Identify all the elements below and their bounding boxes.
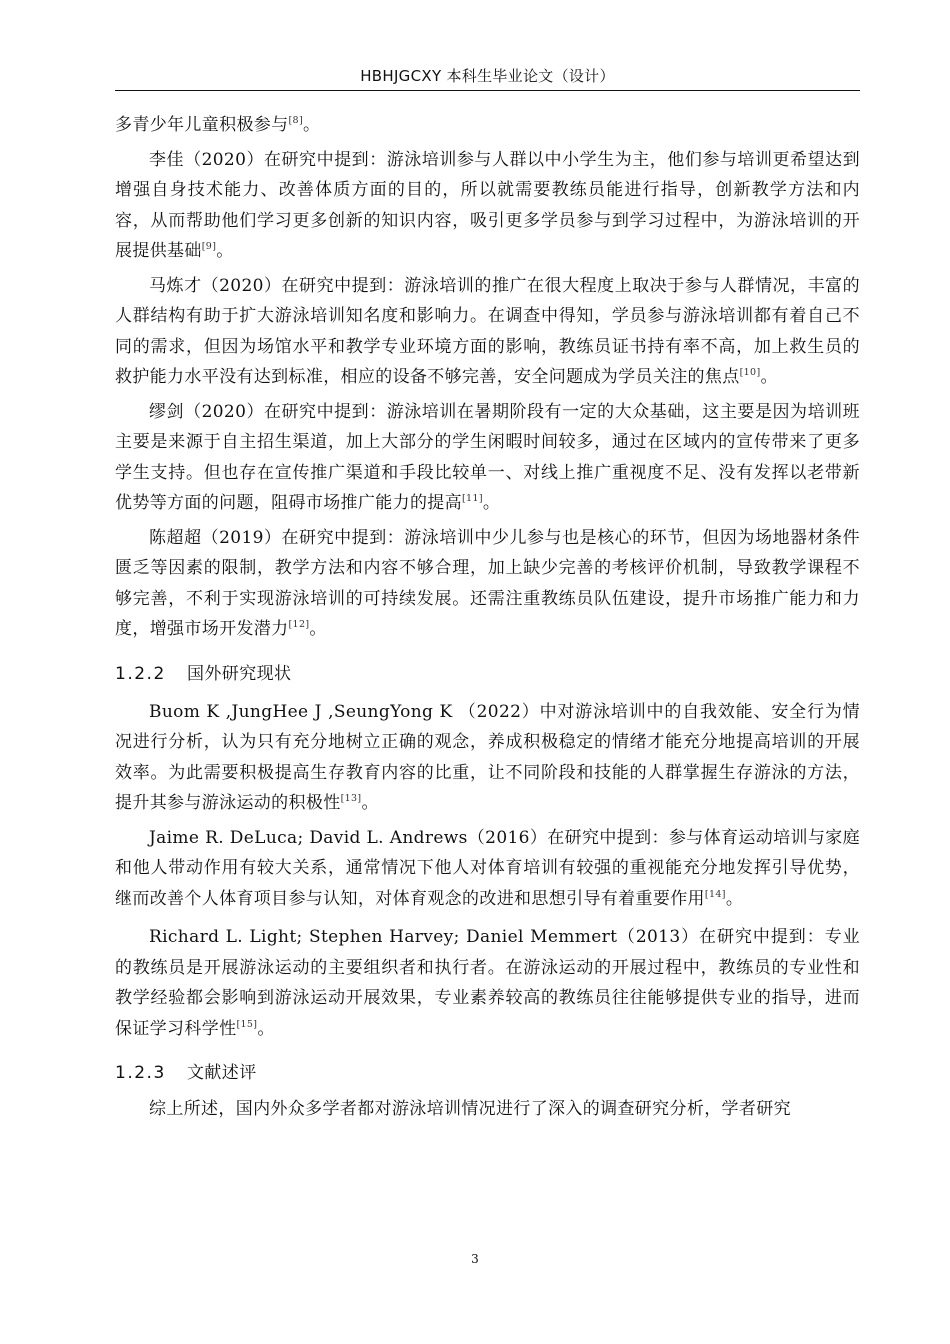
paragraph-text: 李佳（2020）在研究中提到：游泳培训参与人群以中小学生为主，他们参与培训更希望达到增强自身技术能力、改善体质方面的目的，所以就需要教练员能进行指导，创新教学方法和内容，从而帮助他们学习更多创新的知识内容，吸引更多学员参与到学习过程中，为游泳培训的开展提供基础 xyxy=(115,149,860,261)
section-heading xyxy=(115,1062,860,1084)
paragraph-end: 。 xyxy=(725,888,744,909)
paragraph-end: 。 xyxy=(303,115,321,135)
page-number: 3 xyxy=(471,1252,479,1266)
paragraph xyxy=(115,697,860,819)
paragraph-text: Jaime R. DeLuca; David L. Andrews（2016）在研究中提到：参与体育运动培训与家庭和他人带动作用有较大关系，通常情况下他人对体育培训有较强的重视能充分地发挥引导优势，继而改善个人体育项目参与认知，对体育观念的改进和思想引导有着重要作用 xyxy=(115,827,860,909)
paragraph-text: Richard L. Light; Stephen Harvey; Daniel Memmert（2013）在研究中提到：专业的教练员是开展游泳运动的主要组织者和执行者。在游泳运动的开展过程中，教练员的专业性和教学经验都会影响到游泳运动开展效果，专业素养较高的教练员往往能够提供专业的指导，进而保证学习科学性 xyxy=(115,927,860,1039)
section-number: 1.2.2 xyxy=(115,663,166,684)
paragraph-text: 缪剑（2020）在研究中提到：游泳培训在暑期阶段有一定的大众基础，这主要是因为培训班主要是来源于自主招生渠道，加上大部分的学生闲暇时间较多，通过在区域内的宣传带来了更多学生支持。但也存在宣传推广渠道和手段比较单一、对线上推广重视度不足、没有发挥以老带新优势等方面的问题，阻碍市场推广能力的提高 xyxy=(115,401,860,513)
paragraph xyxy=(115,397,860,519)
citation-ref: [15] xyxy=(236,1018,258,1030)
citation-ref: [11] xyxy=(462,493,483,504)
paragraph xyxy=(115,823,860,915)
paragraph-end: 。 xyxy=(309,619,327,639)
paragraph-end: 。 xyxy=(482,493,501,513)
paragraph-end: 。 xyxy=(361,793,379,813)
citation-ref: [10] xyxy=(739,367,761,378)
paragraph-text: 多青少年儿童积极参与 xyxy=(115,115,289,135)
body-content xyxy=(115,110,860,1125)
paragraph-end: 。 xyxy=(257,1018,275,1039)
paragraph xyxy=(115,922,860,1044)
paragraph xyxy=(115,271,860,393)
paragraph-text: 马炼才（2020）在研究中提到：游泳培训的推广在很大程度上取决于参与人群情况，丰富的人群结构有助于扩大游泳培训知名度和影响力。在调查中得知，学员参与游泳培训都有着自己不同的需求，但因为场馆水平和教学专业环境方面的影响，教练员证书持有率不高，加上救生员的救护能力水平没有达到标准，相应的设备不够完善，安全问题成为学员关注的焦点 xyxy=(115,275,860,387)
section-title: 文献述评 xyxy=(187,1063,257,1083)
header-divider xyxy=(115,90,860,91)
paragraph xyxy=(115,145,860,267)
paragraph-text: Buom K ,JungHee J ,SeungYong K （2022）中对游泳培训中的自我效能、安全行为情况进行分析，认为只有充分地树立正确的观念，养成积极稳定的情绪才能充分地提高培训的开展效率。为此需要积极提高生存教育内容的比重，让不同阶段和技能的人群掌握生存游泳的方法，提升其参与游泳运动的积极性 xyxy=(115,701,860,813)
paragraph xyxy=(115,1094,860,1125)
paragraph-end: 。 xyxy=(216,241,234,261)
section-heading xyxy=(115,663,860,685)
section-number: 1.2.3 xyxy=(115,1063,166,1083)
paragraph-end: 。 xyxy=(760,367,778,387)
section-title: 国外研究现状 xyxy=(187,663,292,684)
running-header: HBHJGCXY 本科生毕业论文（设计） xyxy=(360,67,615,85)
citation-ref: [9] xyxy=(201,241,217,252)
paragraph-text: 综上所述，国内外众多学者都对游泳培训情况进行了深入的调查研究分析，学者研究 xyxy=(149,1099,791,1119)
citation-ref: [13] xyxy=(340,793,362,804)
paragraph-text: 陈超超（2019）在研究中提到：游泳培训中少儿参与也是核心的环节，但因为场地器材条件匮乏等因素的限制，教学方法和内容不够合理，加上缺少完善的考核评价机制，导致教学课程不够完善，不利于实现游泳培训的可持续发展。还需注重教练员队伍建设，提升市场推广能力和力度，增强市场开发潜力 xyxy=(115,527,860,639)
paragraph xyxy=(115,523,860,645)
citation-ref: [14] xyxy=(704,888,726,900)
citation-ref: [8] xyxy=(288,115,304,126)
citation-ref: [12] xyxy=(288,619,310,630)
paragraph xyxy=(115,110,860,141)
